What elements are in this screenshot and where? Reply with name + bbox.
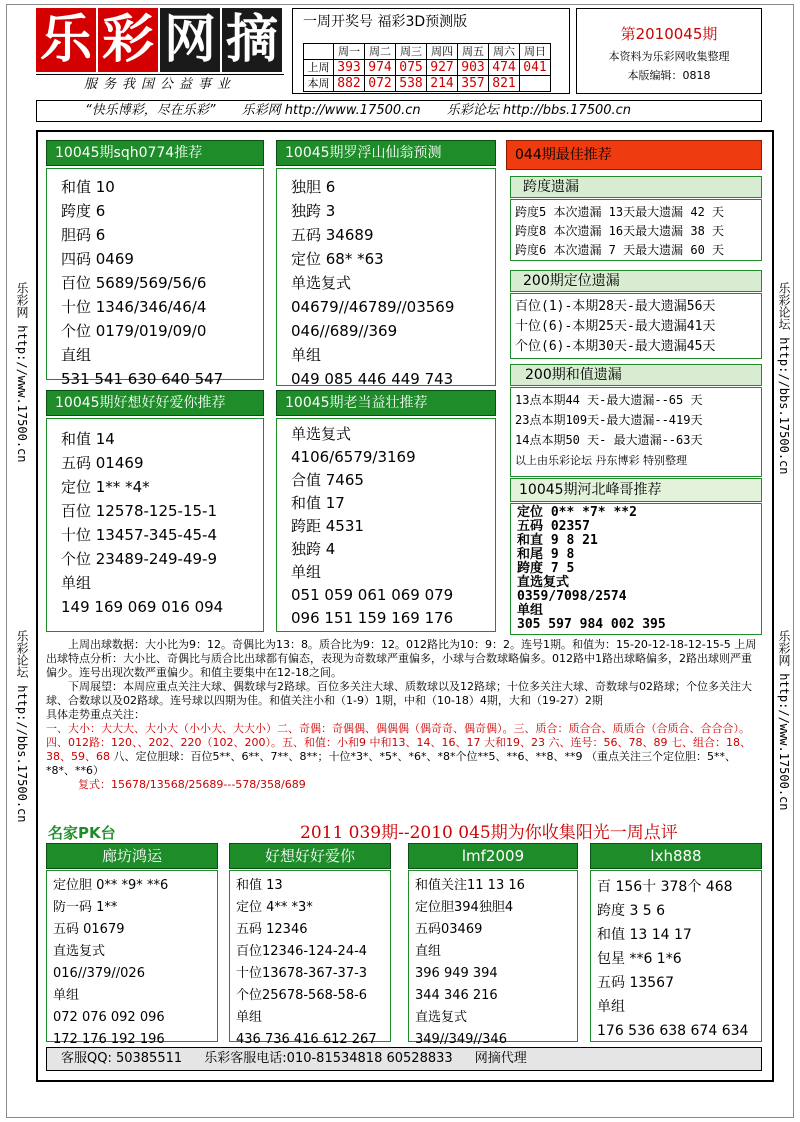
panel-line: 049 085 446 449 743 — [291, 370, 454, 388]
draw-number: 393 — [334, 60, 365, 76]
pk-line: 定位 4** *3* — [236, 900, 313, 915]
pk-col-title: lxh888 — [590, 843, 762, 869]
panel-line: 个位 0179/019/09/0 — [61, 322, 207, 340]
panel-line: 305 597 984 002 395 — [517, 617, 666, 632]
panel-line: 04679//46789//03569 — [291, 298, 455, 316]
panel-line: 直组 — [61, 346, 92, 364]
panel-line: 跨度5 本次遗漏 13天最大遗漏 42 天 — [515, 205, 725, 219]
issue-number: 第2010045期 — [620, 25, 718, 43]
edition: 本版编辑：0818 — [627, 69, 711, 82]
panel-line: 定位 0** *7* **2 — [517, 505, 637, 520]
footer-bar — [46, 1047, 762, 1071]
draw-number: 041 — [520, 60, 551, 76]
panel-line: 百位 12578-125-15-1 — [61, 502, 217, 520]
panel-title: 跨度遗漏 — [510, 176, 762, 198]
analysis-details — [46, 722, 762, 778]
panel-line: 直选复式 — [517, 575, 570, 590]
panel-title: 200期和值遗漏 — [510, 364, 762, 386]
pk-line: 定位胆 0** *9* **6 — [53, 878, 169, 893]
panel-luofushan — [276, 168, 496, 386]
week-title: 一周开奖号 福彩3D预测版 — [303, 14, 468, 30]
focus-prime: 三、质合：质合合、质质合（合质合、合合合）。 — [513, 722, 750, 735]
panel-line: 和值 14 — [61, 430, 115, 448]
site-logo — [36, 8, 284, 72]
compiled-by: 本资料为乐彩网收集整理 — [608, 50, 730, 63]
day-header: 周六 — [489, 44, 520, 60]
draw-number: 974 — [365, 60, 396, 76]
panel-line: 单组 — [517, 603, 544, 618]
logo-char: 网 — [160, 8, 220, 72]
pk-line: 五码 01679 — [53, 922, 125, 937]
site-link[interactable]: 乐彩网 http://www.17500.cn — [241, 103, 421, 118]
pk-col-title: 好想好好爱你 — [229, 843, 391, 869]
panel-line: 定位 68* *63 — [291, 250, 384, 268]
pk-line: 172 176 192 196 — [53, 1032, 165, 1047]
draw-number: 538 — [396, 76, 427, 92]
side-link-right-top[interactable]: 乐彩论坛 http://bbs.17500.cn — [777, 282, 791, 475]
pk-line: 016//379//026 — [53, 966, 145, 981]
panel-line: 和值 17 — [291, 494, 345, 512]
panel-title: 200期定位遗漏 — [510, 270, 762, 292]
draw-number: 214 — [427, 76, 458, 92]
panel-line: 跨度 6 — [61, 202, 106, 220]
panel-sum-miss — [510, 387, 762, 477]
row-label: 本周 — [304, 76, 334, 92]
panel-haoxiang — [46, 418, 264, 632]
pk-line: 防一码 1** — [53, 900, 118, 915]
panel-line: 和尾 9 8 — [517, 547, 575, 562]
panel-line: 五码 02357 — [517, 519, 590, 534]
pk-col-lmf2009 — [408, 870, 578, 1047]
draw-number: 474 — [489, 60, 520, 76]
day-header: 周五 — [458, 44, 489, 60]
pk-line: 436 736 416 612 267 — [236, 1032, 377, 1047]
panel-line: 独跨 3 — [291, 202, 336, 220]
panel-line: 独跨 4 — [291, 540, 336, 558]
analysis-focus: 具体走势重点关注： — [46, 708, 145, 721]
panel-line: 胆码 6 — [61, 226, 106, 244]
panel-line: 跨距 4531 — [291, 517, 364, 535]
focus-road: 四、012路：120、、202、220（102、200）。 — [46, 736, 282, 749]
credit-line: 以上由乐彩论坛 丹东博彩 特别整理 — [515, 454, 687, 467]
pk-line: 百 156十 378个 468 — [597, 879, 733, 895]
panel-line: 单组 — [291, 563, 322, 581]
panel-line: 0359/7098/2574 — [517, 589, 627, 604]
footer-agent[interactable]: 网摘代理 — [474, 1051, 527, 1066]
draw-number: 927 — [427, 60, 458, 76]
panel-line: 百位 5689/569/56/6 — [61, 274, 207, 292]
day-header: 周一 — [334, 44, 365, 60]
draw-number: 072 — [365, 76, 396, 92]
panel-line: 046//689//369 — [291, 322, 398, 340]
logo-char: 摘 — [222, 8, 282, 72]
pk-line: 五码 12346 — [236, 922, 308, 937]
pk-col-title: 廊坊鸿运 — [46, 843, 218, 869]
day-header: 周二 — [365, 44, 396, 60]
footer-phone: 乐彩客服电话:010-81534818 60528833 — [204, 1051, 453, 1066]
panel-line: 单选复式 — [291, 425, 352, 443]
pk-line: 五码03469 — [415, 922, 483, 937]
panel-line: 23点本期109天-最大遗漏--419天 — [515, 413, 703, 427]
logo-char: 彩 — [98, 8, 158, 72]
pk-banner: 2011 039期--2010 045期为你收集阳光一周点评 — [300, 823, 678, 843]
panel-sqh0774 — [46, 168, 264, 388]
day-header: 周四 — [427, 44, 458, 60]
analysis-outlook: 下周展望：本周应重点关注大球、偶数球与2路球。百位多关注大球、质数球以及12路球；十位多关注大球、奇数球与02路球；个位多关注大球、合数球以及02路球。连号球以四期为佳。和值关注小和（1-9）1期，中和（10-18）4期，大和（19-27）2期 — [46, 680, 752, 707]
panel-line: 百位(1)-本期28天-最大遗漏56天 — [515, 299, 716, 314]
tagline: “快乐博彩，尽在乐彩” — [85, 103, 216, 118]
panel-line: 051 059 061 069 079 — [291, 586, 454, 604]
panel-line: 十位 13457-345-45-4 — [61, 526, 217, 544]
pk-line: 直选复式 — [53, 944, 106, 959]
panel-line: 十位(6)-本期25天-最大遗漏41天 — [515, 319, 716, 334]
focus-combo: 七、组合：18、38、59、68 — [46, 736, 751, 763]
panel-line: 13点本期44 天-最大遗漏--65 天 — [515, 393, 703, 407]
pk-line: 个位25678-568-58-6 — [236, 988, 368, 1003]
draw-number: 075 — [396, 60, 427, 76]
pk-line: 单组 — [236, 1010, 263, 1025]
pk-label: 名家PK台 — [48, 824, 116, 842]
panel-line: 和直 9 8 21 — [517, 533, 598, 548]
focus-odd-even: 二、奇偶：奇偶偶、偶偶偶（偶奇奇、偶奇偶）。 — [277, 722, 514, 735]
table-row — [304, 60, 551, 76]
panel-line: 四码 0469 — [61, 250, 134, 268]
panel-line: 五码 01469 — [61, 454, 144, 472]
pk-line: 396 949 394 — [415, 966, 498, 981]
pk-line: 包星 **6 1*6 — [597, 951, 682, 967]
week-draws-box — [292, 8, 570, 94]
draw-number: 882 — [334, 76, 365, 92]
focus-size: 一、大小：大大大、大小大（小小大、大大小） — [46, 722, 277, 735]
panel-span-miss — [510, 199, 762, 261]
issue-box — [576, 8, 762, 94]
pk-line: 072 076 092 096 — [53, 1010, 165, 1025]
panel-line: 跨度 7 5 — [517, 561, 575, 576]
analysis-section — [46, 638, 762, 792]
panel-title: 10045期好想好好爱你推荐 — [46, 390, 264, 416]
panel-line: 14点本期50 天- 最大遗漏--63天 — [515, 433, 703, 447]
pk-col-lxh888 — [590, 870, 762, 1042]
focus-position: 八、定位胆球：百位5**、6**、7**、8**；十位*3*、*5*、*6*、*8*个位**5、**6、**8、**9 （重点关注三个定位胆：5**、*8*、**6） — [46, 750, 736, 777]
panel-laodang — [276, 418, 496, 632]
panel-line: 个位 23489-249-49-9 — [61, 550, 217, 568]
pk-line: 176 536 638 674 634 — [597, 1023, 749, 1039]
panel-line: 个位(6)-本期30天-最大遗漏45天 — [515, 339, 716, 354]
pk-line: 344 346 216 — [415, 988, 498, 1003]
footer-qq: 客服QQ: 50385511 — [61, 1051, 183, 1066]
pk-line: 直组 — [415, 944, 442, 959]
draw-number: 903 — [458, 60, 489, 76]
row-label: 上周 — [304, 60, 334, 76]
pk-line: 349//349//346 — [415, 1032, 507, 1047]
side-link-right-bottom[interactable]: 乐彩网 http://www.17500.cn — [777, 630, 791, 811]
day-header: 周日 — [520, 44, 551, 60]
panel-line: 单组 — [291, 346, 322, 364]
best-recommend-title: 044期最佳推荐 — [506, 140, 762, 170]
pk-col-title: lmf2009 — [408, 843, 578, 869]
panel-line: 531 541 630 640 547 — [61, 370, 224, 388]
panel-line: 十位 1346/346/46/4 — [61, 298, 207, 316]
panel-title: 10045期河北峰哥推荐 — [510, 478, 762, 502]
pk-line: 定位胆394独胆4 — [415, 900, 514, 915]
pk-col-haoxiang — [229, 870, 391, 1047]
panel-hebei — [510, 503, 762, 635]
focus-sum: 五、和值：小和9 中和13、14、16、17 大和19、23 — [281, 736, 545, 749]
forum-link[interactable]: 乐彩论坛 http://bbs.17500.cn — [446, 103, 632, 118]
draw-number — [520, 76, 551, 92]
url-bar — [36, 100, 762, 122]
pk-line: 百位12346-124-24-4 — [236, 944, 368, 959]
side-link-left-bottom[interactable]: 乐彩论坛 http://bbs.17500.cn — [15, 630, 29, 823]
panel-title: 10045期罗浮山仙翁预测 — [276, 140, 496, 166]
pk-col-langfang — [46, 870, 218, 1047]
table-row — [304, 76, 551, 92]
side-link-left-top[interactable]: 乐彩网 http://www.17500.cn — [15, 282, 29, 463]
panel-line: 096 151 159 169 176 — [291, 609, 454, 627]
draw-number: 821 — [489, 76, 520, 92]
pk-line: 直选复式 — [415, 1010, 468, 1025]
pk-line: 五码 13567 — [597, 975, 674, 991]
panel-line: 合值 7465 — [291, 471, 364, 489]
site-slogan: 服务我国公益事业 — [36, 74, 284, 94]
panel-line: 跨度8 本次遗漏 16天最大遗漏 38 天 — [515, 224, 725, 238]
panel-title: 10045期老当益壮推荐 — [276, 390, 496, 416]
pk-line: 和值关注11 13 16 — [415, 878, 525, 893]
pk-line: 单组 — [597, 999, 625, 1015]
analysis-compound: 复式：15678/13568/25689---578/358/689 — [78, 778, 306, 791]
week-draws-table — [303, 43, 551, 92]
panel-line: 4106/6579/3169 — [291, 448, 416, 466]
panel-line: 定位 1** *4* — [61, 478, 150, 496]
panel-line: 149 169 069 016 094 — [61, 598, 224, 616]
focus-consecutive: 六、连号：56、78、89 — [548, 736, 668, 749]
day-header: 周三 — [396, 44, 427, 60]
logo-char: 乐 — [36, 8, 96, 72]
pk-line: 和值 13 — [236, 878, 283, 893]
panel-title: 10045期sqh0774推荐 — [46, 140, 264, 166]
pk-line: 跨度 3 5 6 — [597, 903, 666, 919]
panel-line: 独胆 6 — [291, 178, 336, 196]
panel-position-miss — [510, 293, 762, 359]
panel-line: 五码 34689 — [291, 226, 374, 244]
panel-line: 单选复式 — [291, 274, 352, 292]
pk-line: 单组 — [53, 988, 80, 1003]
draw-number: 357 — [458, 76, 489, 92]
panel-line: 单组 — [61, 574, 92, 592]
panel-line: 和值 10 — [61, 178, 115, 196]
panel-line: 跨度6 本次遗漏 7 天最大遗漏 60 天 — [515, 243, 725, 257]
pk-line: 和值 13 14 17 — [597, 927, 692, 943]
pk-line: 十位13678-367-37-3 — [236, 966, 368, 981]
analysis-last-week: 上周出球数据：大小比为9：12。奇偶比为13：8。质合比为9：12。012路比为10：9：2。连号1期。和值为：15-20-12-18-12-15-5 上周出球特点分析：大小比、奇偶比与质合比出球都有偏态，表现为奇数球严重偏多，小球与合数球略偏多。012路中1路出球略偏多，2路出球则严重偏少。连号出现次数严重偏少。和值主要集中在12-18之间。 — [46, 638, 757, 679]
